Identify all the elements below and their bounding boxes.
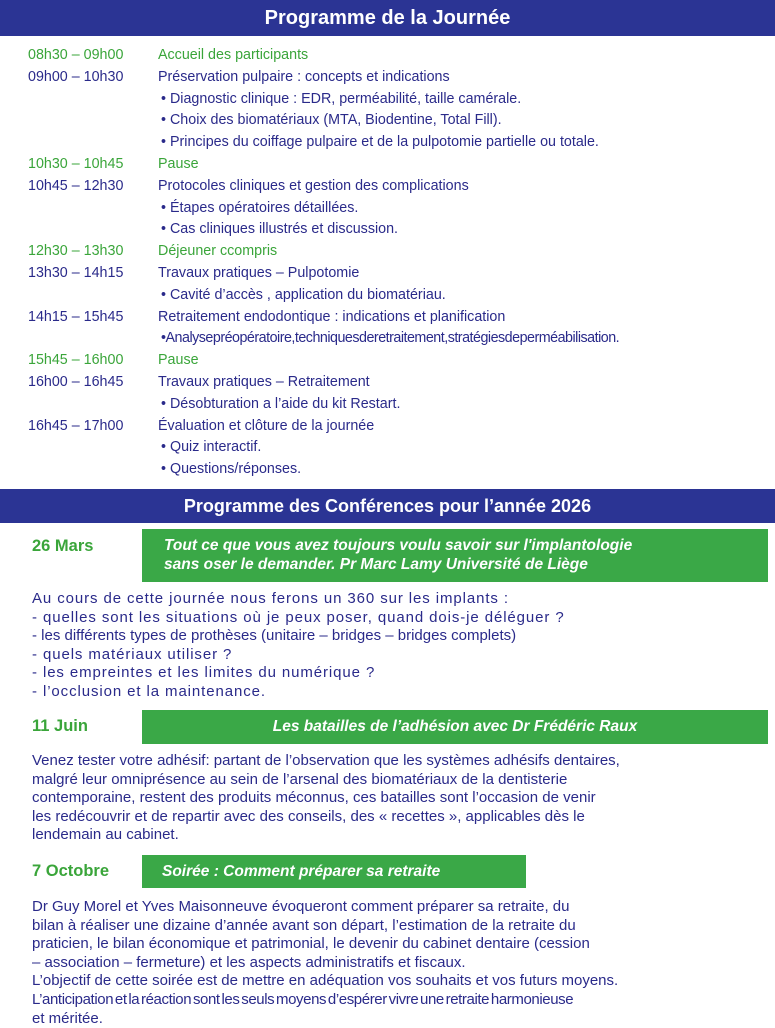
- schedule-row: [28, 67, 768, 89]
- schedule-activity: Évaluation et clôture de la journée: [158, 417, 375, 434]
- schedule-row: [28, 176, 768, 198]
- schedule-row: [28, 350, 768, 372]
- description-line: – association – fermeture) et les aspects administratifs et fiscaux.: [32, 953, 466, 971]
- description-line: bilan à réaliser une dizaine d’année avant son départ, l’estimation de la retraite du: [32, 916, 576, 934]
- schedule-time: 09h00 – 10h30: [28, 68, 124, 85]
- conference-date: 7 Octobre: [32, 862, 110, 880]
- schedule-row: [28, 89, 768, 111]
- description-line: Venez tester votre adhésif: partant de l’observation que les systèmes adhésifs dentaires,: [32, 752, 620, 769]
- schedule-bullet: • Quiz interactif.: [161, 439, 262, 456]
- schedule-time: 10h30 – 10h45: [28, 155, 124, 172]
- description-line: contemporaine, restent des produits méconnus, ces batailles sont l’occasion de venir: [32, 789, 596, 807]
- conference-program-header: Programme des Conférences pour l’année 2026: [0, 489, 775, 523]
- schedule-row: [28, 307, 768, 329]
- description-line: Au cours de cette journée nous ferons un 360 sur les implants :: [32, 590, 509, 607]
- schedule-bullet: • Cavité d’accès , application du biomatériau.: [161, 286, 446, 303]
- description-line: L’objectif de cette soirée est de mettre en adéquation vos souhaits et vos futurs moyens.: [32, 972, 619, 990]
- description-line: les redécouvrir et de repartir avec des conseils, des « recettes », applicables dès le: [32, 807, 585, 825]
- conference-title-line: sans oser le demander. Pr Marc Lamy Université de Liège: [164, 556, 588, 573]
- schedule-row: [28, 45, 768, 67]
- schedule-row: [28, 154, 768, 176]
- description-line: Dr Guy Morel et Yves Maisonneuve évoqueront comment préparer sa retraite, du: [32, 898, 570, 915]
- conference-date: 11 Juin: [32, 717, 88, 735]
- schedule-time: 12h30 – 13h30: [28, 243, 124, 260]
- schedule-activity: Protocoles cliniques et gestion des complications: [158, 177, 469, 194]
- schedule-time: 16h45 – 17h00: [28, 417, 124, 434]
- schedule-bullet: • Choix des biomatériaux (MTA, Biodentine, Total Fill).: [161, 112, 502, 129]
- conference-description: [32, 590, 747, 702]
- schedule-row: [28, 241, 768, 263]
- conference-title-line: Tout ce que vous avez toujours voulu savoir sur l'implantologie: [164, 537, 633, 554]
- schedule-row: [28, 110, 768, 132]
- description-line: L’anticipation et la réaction sont les seuls moyens d’espérer vivre une retraite harmonieuse: [32, 990, 574, 1008]
- schedule-bullet: •Analysepréopératoire,techniquesderetraitement,stratégiesdeperméabilisation.: [161, 330, 620, 347]
- description-line: - les empreintes et les limites du numérique ?: [32, 664, 376, 682]
- schedule-bullet: • Diagnostic clinique : EDR, perméabilité, taille camérale.: [161, 90, 522, 107]
- conference-title: [142, 710, 768, 744]
- schedule-time: [28, 285, 158, 307]
- day-program-header: Programme de la Journée: [0, 0, 775, 36]
- description-line: - quels matériaux utiliser ?: [32, 645, 233, 663]
- schedule-row: [28, 459, 768, 481]
- schedule-bullet: • Étapes opératoires détaillées.: [161, 199, 359, 216]
- schedule-time: 08h30 – 09h00: [28, 47, 124, 63]
- day-schedule: [28, 45, 768, 481]
- schedule-time: [28, 459, 158, 481]
- conference-description: [32, 898, 747, 1028]
- schedule-activity: Travaux pratiques – Pulpotomie: [158, 264, 360, 281]
- schedule-time: [28, 198, 158, 220]
- schedule-activity: Déjeuner ccompris: [158, 243, 278, 260]
- schedule-time: [28, 328, 158, 350]
- conference-description: [32, 752, 747, 845]
- description-line: malgré leur omniprésence au sein de l’arsenal des biomatériaux de la dentisterie: [32, 770, 568, 788]
- schedule-time: 13h30 – 14h15: [28, 264, 124, 281]
- schedule-bullet: • Désobturation a l’aide du kit Restart.: [161, 395, 401, 412]
- schedule-time: 14h15 – 15h45: [28, 308, 124, 325]
- schedule-activity: Préservation pulpaire : concepts et indications: [158, 68, 450, 85]
- schedule-time: [28, 132, 158, 154]
- conference-date: 26 Mars: [32, 537, 94, 555]
- schedule-activity: Retraitement endodontique : indications et planification: [158, 308, 506, 325]
- schedule-time: 15h45 – 16h00: [28, 352, 124, 369]
- conference-title-line: Soirée : Comment préparer sa retraite: [162, 863, 441, 880]
- description-line: praticien, le bilan économique et patrimonial, le devenir du cabinet dentaire (cession: [32, 935, 590, 953]
- schedule-time: [28, 219, 158, 241]
- conference-title: [142, 529, 768, 582]
- schedule-bullet: • Principes du coiffage pulpaire et de la pulpotomie partielle ou totale.: [161, 134, 599, 151]
- schedule-bullet: • Cas cliniques illustrés et discussion.: [161, 221, 399, 238]
- schedule-time: [28, 437, 158, 459]
- schedule-row: [28, 219, 768, 241]
- schedule-time: [28, 110, 158, 132]
- schedule-activity: Accueil des participants: [158, 47, 309, 63]
- schedule-activity: Pause: [158, 155, 199, 172]
- schedule-row: [28, 372, 768, 394]
- schedule-row: [28, 437, 768, 459]
- schedule-row: [28, 132, 768, 154]
- schedule-row: [28, 263, 768, 285]
- schedule-row: [28, 198, 768, 220]
- schedule-time: [28, 394, 158, 416]
- schedule-time: 16h00 – 16h45: [28, 373, 124, 390]
- conference-title-line: Les batailles de l’adhésion avec Dr Frédéric Raux: [272, 718, 638, 735]
- schedule-row: [28, 285, 768, 307]
- schedule-row: [28, 328, 768, 350]
- conference-title: [142, 855, 526, 888]
- schedule-activity: Travaux pratiques – Retraitement: [158, 373, 370, 390]
- description-line: et méritée.: [32, 1009, 103, 1027]
- description-line: lendemain au cabinet.: [32, 826, 179, 844]
- schedule-row: [28, 416, 768, 438]
- schedule-activity: Pause: [158, 352, 199, 369]
- schedule-time: [28, 89, 158, 111]
- schedule-bullet: • Questions/réponses.: [161, 461, 302, 478]
- description-line: - l’occlusion et la maintenance.: [32, 682, 266, 700]
- description-line: - les différents types de prothèses (unitaire – bridges – bridges complets): [32, 627, 517, 645]
- schedule-row: [28, 394, 768, 416]
- description-line: - quelles sont les situations où je peux poser, quand dois-je déléguer ?: [32, 608, 565, 626]
- schedule-time: 10h45 – 12h30: [28, 177, 124, 194]
